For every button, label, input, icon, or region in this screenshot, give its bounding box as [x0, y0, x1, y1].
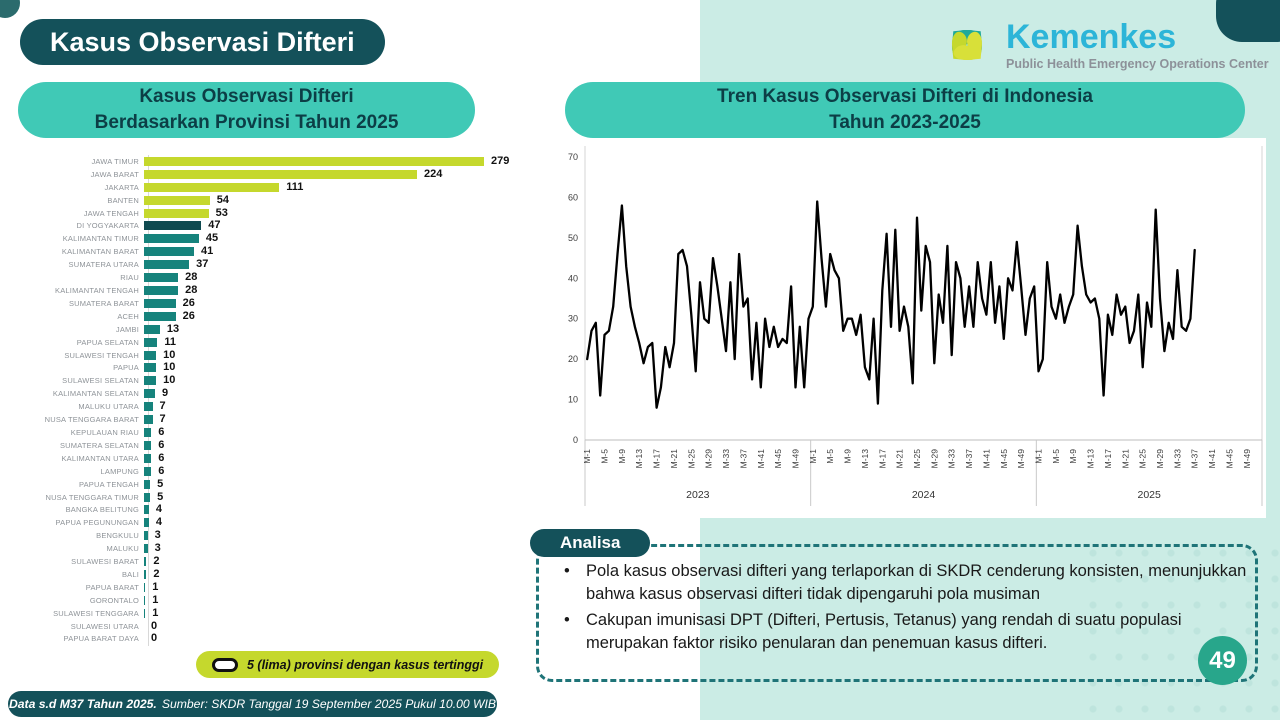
- x-tick-label: M-13: [1085, 449, 1096, 469]
- bar-value-label: 6: [158, 451, 165, 464]
- x-tick-label: M-17: [877, 449, 888, 469]
- bar-row: [20, 297, 520, 310]
- x-tick-label: M-25: [686, 449, 697, 469]
- legend-label: 5 (lima) provinsi dengan kasus tertinggi: [247, 657, 484, 672]
- x-tick-label: M-17: [651, 449, 662, 469]
- bar-value-label: 10: [163, 348, 176, 361]
- bar-value-label: 1: [152, 593, 159, 606]
- x-tick-label: M-9: [1068, 449, 1079, 464]
- x-tick-label: M-41: [1207, 449, 1218, 469]
- province-bar: [144, 480, 150, 489]
- bar-row: [20, 491, 520, 504]
- bar-value-label: 54: [216, 193, 230, 206]
- bar-value-label: 41: [200, 245, 214, 258]
- province-label: JAKARTA: [104, 182, 139, 192]
- bar-row: [20, 168, 520, 181]
- bar-value-label: 224: [423, 167, 443, 180]
- x-tick-label: M-37: [964, 449, 975, 469]
- province-label: SULAWESI TENGAH: [64, 350, 139, 360]
- bar-value-label: 4: [155, 503, 162, 516]
- bar-row: [20, 620, 520, 633]
- bar-value-label: 9: [161, 387, 169, 400]
- province-bar: [144, 531, 148, 540]
- province-label: KEPULAUAN RIAU: [70, 427, 139, 437]
- province-bar: [144, 505, 149, 514]
- province-label: BENGKULU: [96, 531, 139, 541]
- province-label: DI YOGYAKARTA: [76, 221, 139, 231]
- bar-row: [20, 529, 520, 542]
- province-bar: [144, 234, 199, 243]
- province-bar: [144, 170, 417, 179]
- bar-row: [20, 413, 520, 426]
- y-tick-label: 60: [567, 192, 578, 203]
- right-chart-header-line1: Tren Kasus Observasi Difteri di Indonesia: [717, 86, 1093, 108]
- kemenkes-flower-icon: [936, 14, 998, 76]
- x-tick-label: M-5: [1050, 449, 1061, 464]
- province-bar: [144, 596, 145, 605]
- bar-value-label: 45: [205, 232, 219, 245]
- x-tick-label: M-13: [859, 449, 870, 469]
- bar-row: [20, 503, 520, 516]
- right-chart-header: [565, 82, 1245, 138]
- left-chart-header: [18, 82, 475, 138]
- province-label: KALIMANTAN SELATAN: [52, 389, 139, 399]
- province-bar: [144, 299, 176, 308]
- year-label: 2024: [911, 489, 936, 501]
- province-label: KALIMANTAN TENGAH: [55, 286, 139, 296]
- bar-row: [20, 374, 520, 387]
- province-bar: [144, 544, 148, 553]
- data-source-bar: [8, 691, 497, 717]
- province-bar: [144, 493, 150, 502]
- right-chart-header-line2: Tahun 2023-2025: [829, 112, 981, 133]
- province-label: NUSA TENGGARA TIMUR: [45, 492, 139, 502]
- bar-value-label: 6: [158, 425, 165, 438]
- bar-value-label: 13: [166, 322, 180, 335]
- bar-value-label: 53: [215, 206, 228, 219]
- bar-value-label: 47: [208, 219, 221, 232]
- bar-chart-legend: [196, 651, 499, 678]
- x-tick-label: M-21: [1120, 449, 1131, 469]
- bar-row: [20, 362, 520, 375]
- bar-value-label: 111: [286, 180, 304, 193]
- province-bar: [144, 363, 156, 372]
- source-period: Data s.d M37 Tahun 2025.: [8, 697, 157, 711]
- province-label: GORONTALO: [89, 595, 139, 605]
- x-tick-label: M-37: [738, 449, 749, 469]
- bar-row: [20, 245, 520, 258]
- bar-row: [20, 478, 520, 491]
- x-tick-label: M-25: [1137, 449, 1148, 469]
- bar-value-label: 6: [158, 438, 165, 451]
- bar-row: [20, 607, 520, 620]
- province-bar: [144, 157, 484, 166]
- bar-row: [20, 516, 520, 529]
- bar-row: [20, 336, 520, 349]
- x-tick-label: M-45: [773, 449, 784, 469]
- province-bar: [144, 376, 156, 385]
- bar-row: [20, 155, 520, 168]
- bar-row: [20, 181, 520, 194]
- province-label: PAPUA PEGUNUNGAN: [55, 518, 139, 528]
- year-label: 2025: [1137, 489, 1161, 501]
- province-bar: [144, 247, 194, 256]
- province-bar: [144, 557, 146, 566]
- x-tick-label: M-9: [842, 449, 853, 464]
- bar-row: [20, 194, 520, 207]
- bar-row: [20, 232, 520, 245]
- page-title: Kasus Observasi Difteri: [20, 19, 385, 65]
- province-bar: [144, 209, 209, 218]
- province-label: SULAWESI BARAT: [71, 557, 139, 567]
- bar-value-label: 4: [155, 516, 162, 529]
- province-label: SUMATERA BARAT: [68, 298, 139, 308]
- bar-value-label: 26: [182, 296, 195, 309]
- y-tick-label: 10: [567, 394, 578, 405]
- analysis-bullet: • Pola kasus observasi difteri yang terlaporkan di SKDR cenderung konsisten, menunjukkan bahwa kasus observasi difteri tidak dipengaruhi pola musiman: [560, 560, 1248, 607]
- province-label: PAPUA BARAT DAYA: [63, 634, 139, 644]
- province-bar: [144, 351, 156, 360]
- x-tick-label: M-41: [755, 449, 766, 469]
- bar-value-label: 6: [158, 464, 165, 477]
- x-tick-label: M-49: [1241, 449, 1252, 469]
- province-label: KALIMANTAN UTARA: [61, 453, 139, 463]
- bar-row: [20, 594, 520, 607]
- province-label: ACEH: [117, 311, 139, 321]
- province-label: JAWA TENGAH: [83, 208, 139, 218]
- bar-row: [20, 568, 520, 581]
- province-bar: [144, 389, 155, 398]
- x-tick-label: M-41: [981, 449, 992, 469]
- province-bar: [144, 273, 178, 282]
- x-tick-label: M-1: [807, 449, 818, 464]
- bar-value-label: 26: [182, 309, 195, 322]
- province-bar: [144, 196, 210, 205]
- x-tick-label: M-45: [1224, 449, 1235, 469]
- province-bar-chart: [20, 155, 520, 645]
- analysis-label: Analisa: [530, 529, 650, 557]
- bar-row: [20, 426, 520, 439]
- x-tick-label: M-29: [1155, 449, 1166, 469]
- bar-row: [20, 310, 520, 323]
- province-bar: [144, 183, 279, 192]
- province-bar: [144, 467, 151, 476]
- bar-row: [20, 387, 520, 400]
- province-bar: [144, 402, 153, 411]
- corner-dot: [0, 0, 20, 18]
- x-tick-label: M-5: [825, 449, 836, 464]
- legend-highlight-icon: [212, 658, 238, 672]
- x-tick-label: M-21: [894, 449, 905, 469]
- bar-row: [20, 400, 520, 413]
- x-tick-label: M-25: [911, 449, 922, 469]
- kemenkes-logo: [936, 14, 1269, 76]
- province-label: KALIMANTAN BARAT: [61, 247, 139, 257]
- bar-value-label: 0: [151, 619, 158, 632]
- province-label: KALIMANTAN TIMUR: [62, 234, 139, 244]
- bar-value-label: 11: [164, 335, 177, 348]
- y-tick-label: 70: [567, 152, 578, 162]
- province-label: SUMATERA UTARA: [68, 260, 139, 270]
- bar-value-label: 5: [157, 490, 164, 503]
- province-label: BANTEN: [107, 195, 139, 205]
- bar-value-label: 1: [152, 606, 159, 619]
- province-bar: [144, 415, 153, 424]
- province-label: RIAU: [120, 273, 139, 283]
- bar-value-label: 0: [151, 632, 158, 645]
- province-label: PAPUA: [113, 363, 139, 373]
- left-chart-header-line2: Berdasarkan Provinsi Tahun 2025: [94, 112, 399, 133]
- y-tick-label: 30: [567, 313, 578, 324]
- province-bar: [144, 609, 145, 618]
- province-bar: [144, 518, 149, 527]
- x-tick-label: M-29: [703, 449, 714, 469]
- bar-value-label: 10: [163, 361, 176, 374]
- province-label: PAPUA BARAT: [85, 582, 139, 592]
- x-tick-label: M-21: [668, 449, 679, 469]
- bar-value-label: 2: [153, 555, 160, 568]
- x-tick-label: M-49: [790, 449, 801, 469]
- x-tick-label: M-13: [634, 449, 645, 469]
- bar-value-label: 2: [153, 567, 160, 580]
- bar-row: [20, 452, 520, 465]
- bar-row: [20, 258, 520, 271]
- bar-value-label: 279: [491, 154, 510, 167]
- province-label: PAPUA TENGAH: [78, 479, 139, 489]
- bar-row: [20, 581, 520, 594]
- bar-value-label: 28: [185, 284, 198, 297]
- province-label: SULAWESI TENGGARA: [53, 608, 139, 618]
- x-tick-label: M-9: [616, 449, 627, 464]
- bar-row: [20, 284, 520, 297]
- province-label: BALI: [121, 569, 139, 579]
- bar-row: [20, 439, 520, 452]
- logo-text: [1006, 17, 1269, 71]
- y-tick-label: 40: [567, 273, 578, 284]
- bar-value-label: 5: [157, 477, 164, 490]
- bar-row: [20, 349, 520, 362]
- left-chart-header-line1: Kasus Observasi Difteri: [139, 86, 354, 108]
- logo-name: Kemenkes: [1006, 17, 1177, 56]
- bar-row: [20, 323, 520, 336]
- province-bar: [144, 454, 151, 463]
- x-tick-label: M-1: [582, 449, 593, 464]
- y-tick-label: 0: [572, 435, 578, 445]
- x-tick-label: M-37: [1189, 449, 1200, 469]
- x-tick-label: M-33: [1172, 449, 1183, 469]
- province-bar: [144, 428, 151, 437]
- province-bar: [144, 325, 160, 334]
- province-label: SULAWESI UTARA: [70, 621, 139, 631]
- bar-value-label: 3: [154, 542, 161, 555]
- bar-value-label: 7: [159, 400, 166, 413]
- bar-row: [20, 207, 520, 220]
- page-number-badge: 49: [1198, 636, 1247, 685]
- province-label: MALUKU: [106, 544, 139, 554]
- source-detail: Sumber: SKDR Tanggal 19 September 2025 Pukul 10.00 WIB: [161, 697, 497, 711]
- bar-value-label: 28: [185, 271, 198, 284]
- trend-chart-box: [548, 138, 1266, 518]
- province-label: SULAWESI SELATAN: [62, 376, 139, 386]
- province-bar: [144, 221, 201, 230]
- province-label: PAPUA SELATAN: [76, 337, 139, 347]
- trend-line-chart: [548, 138, 1266, 518]
- bar-row: [20, 633, 520, 646]
- bar-row: [20, 220, 520, 233]
- province-bar: [144, 583, 145, 592]
- bar-row: [20, 465, 520, 478]
- bar-value-label: 37: [196, 258, 209, 271]
- province-bar: [144, 570, 146, 579]
- province-label: JAWA TIMUR: [91, 156, 139, 166]
- x-tick-label: M-33: [721, 449, 732, 469]
- year-label: 2023: [686, 489, 710, 501]
- x-tick-label: M-17: [1102, 449, 1113, 469]
- y-tick-label: 50: [567, 232, 578, 243]
- province-bar: [144, 312, 176, 321]
- analysis-bullet-list: [560, 560, 1248, 658]
- province-label: JAWA BARAT: [90, 169, 139, 179]
- bar-row: [20, 555, 520, 568]
- province-label: MALUKU UTARA: [78, 402, 139, 412]
- bar-row: [20, 271, 520, 284]
- bar-value-label: 1: [152, 580, 159, 593]
- province-bar: [144, 260, 189, 269]
- y-tick-label: 20: [567, 354, 578, 365]
- province-bar: [144, 286, 178, 295]
- x-tick-label: M-1: [1033, 449, 1044, 464]
- province-label: SUMATERA SELATAN: [59, 440, 139, 450]
- analysis-bullet: • Cakupan imunisasi DPT (Difteri, Pertusis, Tetanus) yang rendah di suatu populasi merupakan faktor risiko penularan dan penemuan kasus difteri.: [560, 609, 1248, 656]
- bar-value-label: 3: [154, 529, 161, 542]
- trend-line-series: [587, 202, 1194, 408]
- province-label: NUSA TENGGARA BARAT: [44, 415, 139, 425]
- bar-row: [20, 542, 520, 555]
- province-label: LAMPUNG: [100, 466, 139, 476]
- bar-value-label: 10: [163, 374, 176, 387]
- x-tick-label: M-45: [998, 449, 1009, 469]
- province-label: JAMBI: [115, 324, 139, 334]
- x-tick-label: M-29: [929, 449, 940, 469]
- province-bar: [144, 441, 151, 450]
- logo-subtitle: Public Health Emergency Operations Center: [1006, 56, 1269, 71]
- province-label: BANGKA BELITUNG: [65, 505, 139, 515]
- x-tick-label: M-5: [599, 449, 610, 464]
- x-tick-label: M-33: [946, 449, 957, 469]
- x-tick-label: M-49: [1016, 449, 1027, 469]
- province-bar: [144, 338, 157, 347]
- bar-value-label: 7: [159, 413, 166, 426]
